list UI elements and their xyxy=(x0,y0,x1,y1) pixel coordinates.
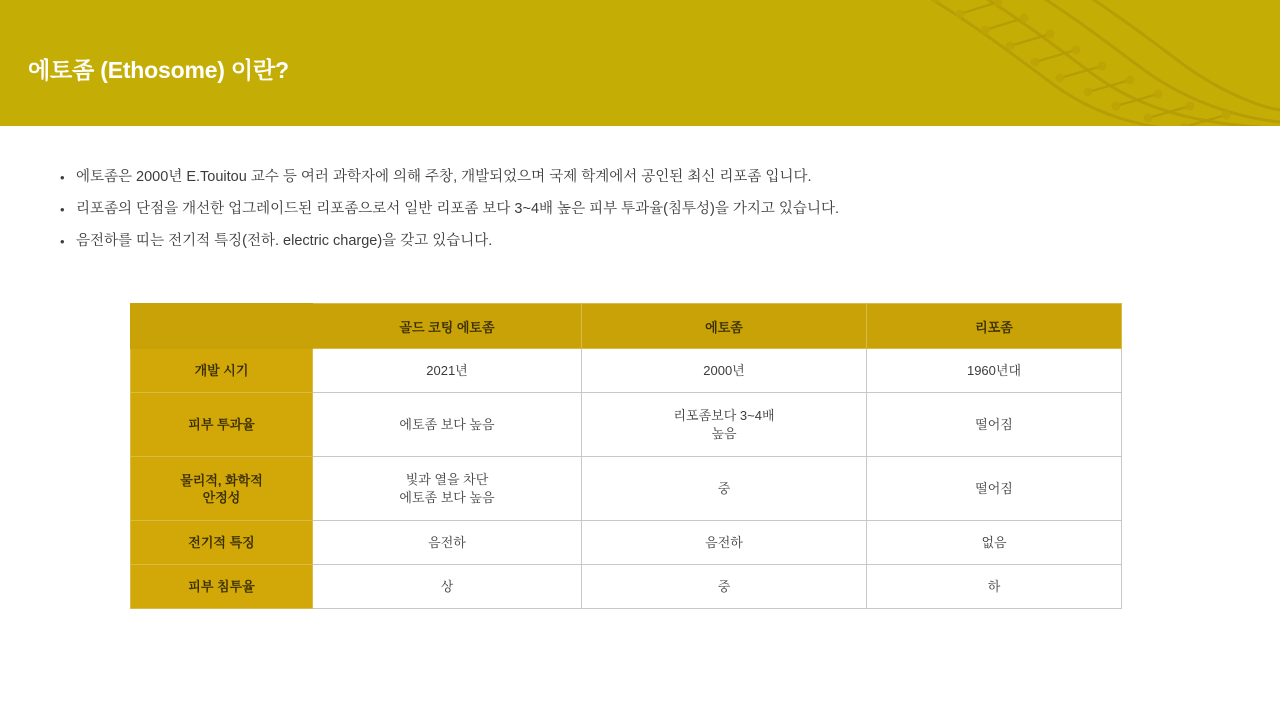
table-cell: 중 xyxy=(582,457,867,521)
table-cell: 중 xyxy=(582,565,867,609)
bullet-text: 에토좀은 2000년 E.Touitou 교수 등 여러 과학자에 의해 주창, 개발되었으며 국제 학계에서 공인된 최신 리포좀 입니다. xyxy=(76,169,812,185)
comparison-table-wrapper xyxy=(130,303,1121,609)
table-cell: 1960년대 xyxy=(867,349,1122,393)
bullet-list xyxy=(60,166,1220,262)
table-cell: 하 xyxy=(867,565,1122,609)
list-item xyxy=(60,230,1220,253)
column-header: 에토좀 xyxy=(582,304,867,349)
list-item xyxy=(60,198,1220,221)
column-header: 골드 코팅 에토좀 xyxy=(313,304,582,349)
row-header: 물리적, 화학적 안정성 xyxy=(131,457,313,521)
table-cell: 없음 xyxy=(867,521,1122,565)
column-header: 리포좀 xyxy=(867,304,1122,349)
table-cell: 상 xyxy=(313,565,582,609)
table-row xyxy=(131,565,1122,609)
table-corner-cell xyxy=(131,304,313,349)
bullet-marker-icon: • xyxy=(60,202,65,217)
table-cell: 리포좀보다 3~4배 높음 xyxy=(582,393,867,457)
table-cell: 2000년 xyxy=(582,349,867,393)
bullet-text: 음전하를 띠는 전기적 특징(전하. electric charge)을 갖고 있습니다. xyxy=(76,233,493,249)
slide-header xyxy=(0,0,1280,126)
bullet-text: 리포좀의 단점을 개선한 업그레이드된 리포좀으로서 일반 리포좀 보다 3~4배 높은 피부 투과율(침투성)을 가지고 있습니다. xyxy=(76,201,839,217)
bullet-marker-icon: • xyxy=(60,234,65,249)
table-header-row xyxy=(131,304,1122,349)
table-cell: 빛과 열을 차단 에토좀 보다 높음 xyxy=(313,457,582,521)
list-item xyxy=(60,166,1220,189)
table-cell: 떨어짐 xyxy=(867,393,1122,457)
table-row xyxy=(131,457,1122,521)
table-cell: 떨어짐 xyxy=(867,457,1122,521)
row-header: 전기적 특징 xyxy=(131,521,313,565)
table-row xyxy=(131,393,1122,457)
row-header: 개발 시기 xyxy=(131,349,313,393)
table-row xyxy=(131,349,1122,393)
row-header: 피부 침투율 xyxy=(131,565,313,609)
table-row xyxy=(131,521,1122,565)
bullet-marker-icon: • xyxy=(60,170,65,185)
table-cell: 2021년 xyxy=(313,349,582,393)
row-header: 피부 투과율 xyxy=(131,393,313,457)
page-title: 에토좀 (Ethosome) 이란? xyxy=(28,57,289,83)
table-cell: 음전하 xyxy=(582,521,867,565)
comparison-table xyxy=(130,303,1122,609)
dna-helix-icon xyxy=(900,0,1280,126)
table-cell: 음전하 xyxy=(313,521,582,565)
table-cell: 에토좀 보다 높음 xyxy=(313,393,582,457)
